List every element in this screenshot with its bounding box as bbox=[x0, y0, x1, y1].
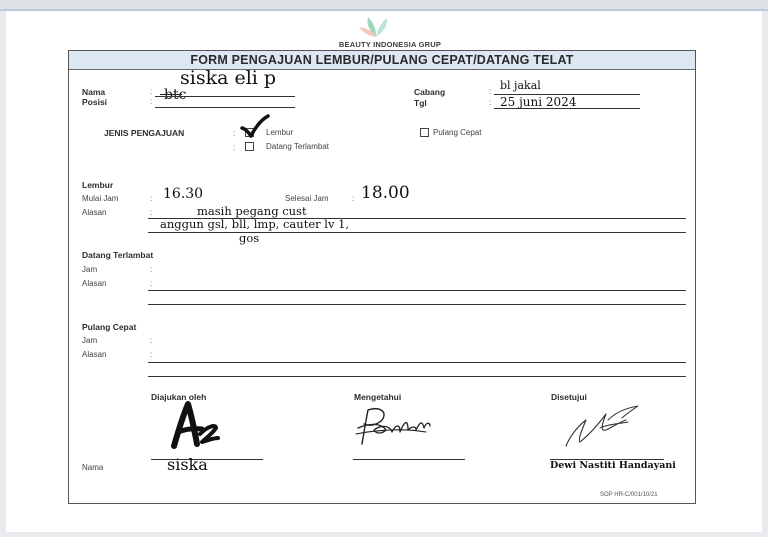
signature-nama-label: Nama bbox=[82, 463, 104, 472]
tgl-colon: : bbox=[489, 98, 492, 107]
option-datang-label: Datang Terlambat bbox=[266, 142, 329, 151]
datang-jam-label: Jam bbox=[82, 265, 98, 274]
company-logo-icon bbox=[356, 13, 396, 39]
cabang-label: Cabang bbox=[414, 87, 446, 97]
nama-label: Nama bbox=[82, 87, 106, 97]
lembur-section-title: Lembur bbox=[82, 180, 114, 190]
mengetahui-label: Mengetahui bbox=[354, 392, 402, 402]
lembur-alasan-label: Alasan bbox=[82, 208, 107, 217]
mengetahui-sign-line bbox=[353, 459, 465, 460]
jenis-label: JENIS PENGAJUAN bbox=[104, 128, 185, 138]
lembur-alasan-line-a bbox=[148, 218, 686, 219]
datang-alasan-line-b bbox=[148, 304, 686, 305]
pulang-section-title: Pulang Cepat bbox=[82, 322, 137, 332]
disetujui-label: Disetujui bbox=[551, 392, 587, 402]
posisi-colon: : bbox=[150, 97, 153, 106]
lembur-alasan-colon: : bbox=[150, 208, 153, 217]
disetujui-name: Dewi Nastiti Handayani bbox=[550, 460, 676, 471]
mulai-jam-label: Mulai Jam bbox=[82, 194, 119, 203]
applicant-signature-icon bbox=[166, 398, 222, 452]
mengetahui-signature-icon bbox=[352, 404, 434, 448]
form-title: FORM PENGAJUAN LEMBUR/PULANG CEPAT/DATANG TELAT bbox=[69, 51, 695, 70]
cabang-value[interactable]: bl jakal bbox=[500, 79, 541, 92]
nama-line bbox=[155, 96, 295, 97]
mulai-colon: : bbox=[150, 194, 153, 203]
company-name: BEAUTY INDONESIA GRUP bbox=[338, 40, 442, 49]
selesai-jam-value[interactable]: 18.00 bbox=[361, 183, 410, 203]
disetujui-signature-icon bbox=[556, 398, 648, 450]
mulai-jam-value[interactable]: 16.30 bbox=[163, 186, 204, 202]
selesai-colon: : bbox=[352, 194, 355, 203]
tgl-line bbox=[494, 108, 640, 109]
option-lembur-label: Lembur bbox=[266, 128, 294, 137]
pulang-alasan-colon: : bbox=[150, 350, 153, 359]
pulang-cepat-checkbox[interactable] bbox=[420, 128, 429, 137]
selesai-jam-label: Selesai Jam bbox=[285, 194, 329, 203]
lembur-alasan-line-b bbox=[148, 232, 686, 233]
tgl-value[interactable]: 25 juni 2024 bbox=[500, 95, 577, 109]
nama-value[interactable]: siska eli p bbox=[180, 67, 277, 89]
pulang-alasan-label: Alasan bbox=[82, 350, 107, 359]
sop-code: SOP HR-C/001/10/21 bbox=[600, 492, 658, 498]
datang-alasan-line-a bbox=[148, 290, 686, 291]
cabang-line bbox=[494, 94, 640, 95]
posisi-strike bbox=[160, 94, 182, 95]
lembur-alasan-line3[interactable]: gos bbox=[239, 231, 260, 245]
option-pulang-label: Pulang Cepat bbox=[433, 128, 482, 137]
pulang-jam-colon: : bbox=[150, 336, 153, 345]
tgl-label: Tgl bbox=[414, 98, 427, 108]
jenis-colon-2: : bbox=[233, 143, 236, 152]
lembur-alasan-line2[interactable]: anggun gsl, bll, lmp, cauter lv 1, bbox=[160, 217, 350, 231]
diajukan-label: Diajukan oleh bbox=[151, 392, 207, 402]
pulang-alasan-line-a bbox=[148, 362, 686, 363]
datang-terlambat-checkbox[interactable] bbox=[245, 142, 254, 151]
posisi-line bbox=[155, 107, 295, 108]
datang-alasan-label: Alasan bbox=[82, 279, 107, 288]
datang-jam-colon: : bbox=[150, 265, 153, 274]
nama-colon: : bbox=[150, 87, 153, 96]
viewer-top-bar bbox=[0, 0, 768, 11]
cabang-colon: : bbox=[489, 87, 492, 96]
diajukan-name[interactable]: siska bbox=[167, 455, 208, 474]
pulang-alasan-line-b bbox=[148, 376, 686, 377]
datang-section-title: Datang Terlambat bbox=[82, 250, 154, 260]
posisi-label: Posisi bbox=[82, 97, 108, 107]
pulang-jam-label: Jam bbox=[82, 336, 98, 345]
jenis-colon-1: : bbox=[233, 129, 236, 138]
datang-alasan-colon: : bbox=[150, 279, 153, 288]
lembur-alasan-line1[interactable]: masih pegang cust bbox=[197, 204, 307, 218]
posisi-value[interactable]: btc bbox=[164, 87, 187, 103]
